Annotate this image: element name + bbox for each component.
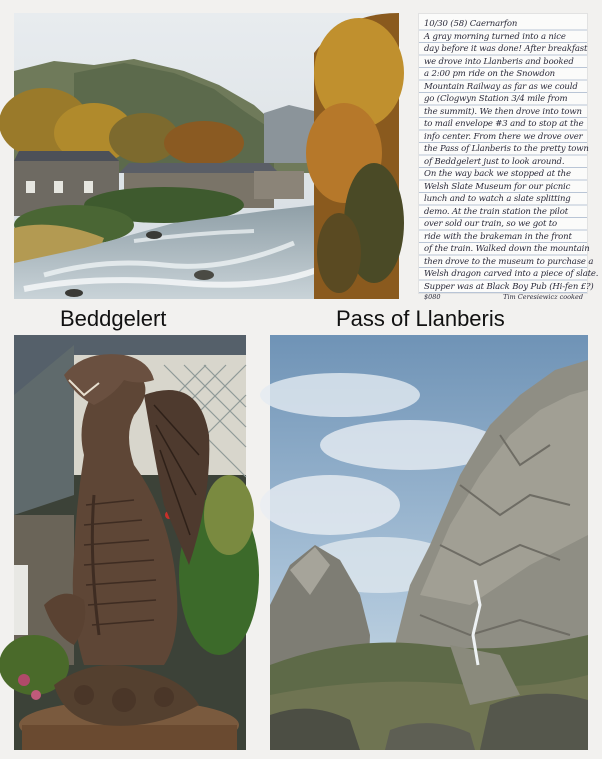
- journal-line: of Beddgelert just to look around.: [424, 156, 565, 167]
- journal-line: Welsh Slate Museum for our picnic: [424, 181, 571, 192]
- journal-line: go (Clogwyn Station 3/4 mile from: [424, 94, 568, 104]
- dragon-scene: [14, 335, 246, 750]
- journal-line: day before it was done! After breakfast: [424, 44, 588, 54]
- journal-line: 10/30 (58) Caernarfon: [424, 19, 518, 29]
- journal-line: ride with the brakeman in the front: [424, 231, 572, 242]
- dragon-carving-photo: [14, 335, 246, 750]
- beddgelert-river-photo: [14, 13, 399, 299]
- journal-footer: [424, 293, 583, 302]
- journal-line: the summit). We then drove into town: [424, 106, 582, 117]
- journal-line: lunch and to watch a slate splitting: [424, 194, 571, 204]
- mountain-scene: [270, 335, 588, 750]
- journal-line: info center. From there we drove over: [424, 131, 583, 142]
- journal-line: A gray morning turned into a nice: [424, 31, 566, 42]
- journal-line: a 2:00 pm ride on the Snowdon: [424, 69, 556, 79]
- journal-line: Mountain Railway as far as we could: [424, 81, 578, 92]
- journal-line: we drove into Llanberis and booked: [424, 56, 574, 67]
- journal-line: Supper was at Black Boy Pub (Hi-fen £?): [424, 281, 594, 292]
- river-scene: [14, 13, 399, 299]
- caption-beddgelert: Beddgelert: [60, 306, 167, 331]
- journal-line: over sold our train, so we got to: [424, 219, 558, 229]
- journal-footer-left: $080: [424, 293, 441, 301]
- journal-note: [418, 13, 599, 301]
- pass-of-llanberis-photo: [270, 335, 588, 750]
- journal-line: On the way back we stopped at the: [424, 169, 571, 179]
- journal-line: of the train. Walked down the mountain: [424, 244, 590, 254]
- journal-line: the Pass of Llanberis to the pretty town: [424, 144, 589, 154]
- journal-line: Welsh dragon carved into a piece of slate.: [424, 269, 599, 279]
- journal-footer-right: Tim Ceresiewicz cooked: [503, 293, 583, 301]
- caption-pass-of-llanberis: Pass of Llanberis: [336, 306, 505, 331]
- journal-line: demo. At the train station the pilot: [424, 206, 568, 217]
- journal-line: then drove to the museum to purchase a: [424, 256, 594, 267]
- journal-line: to mail envelope #3 and to stop at the: [424, 119, 584, 129]
